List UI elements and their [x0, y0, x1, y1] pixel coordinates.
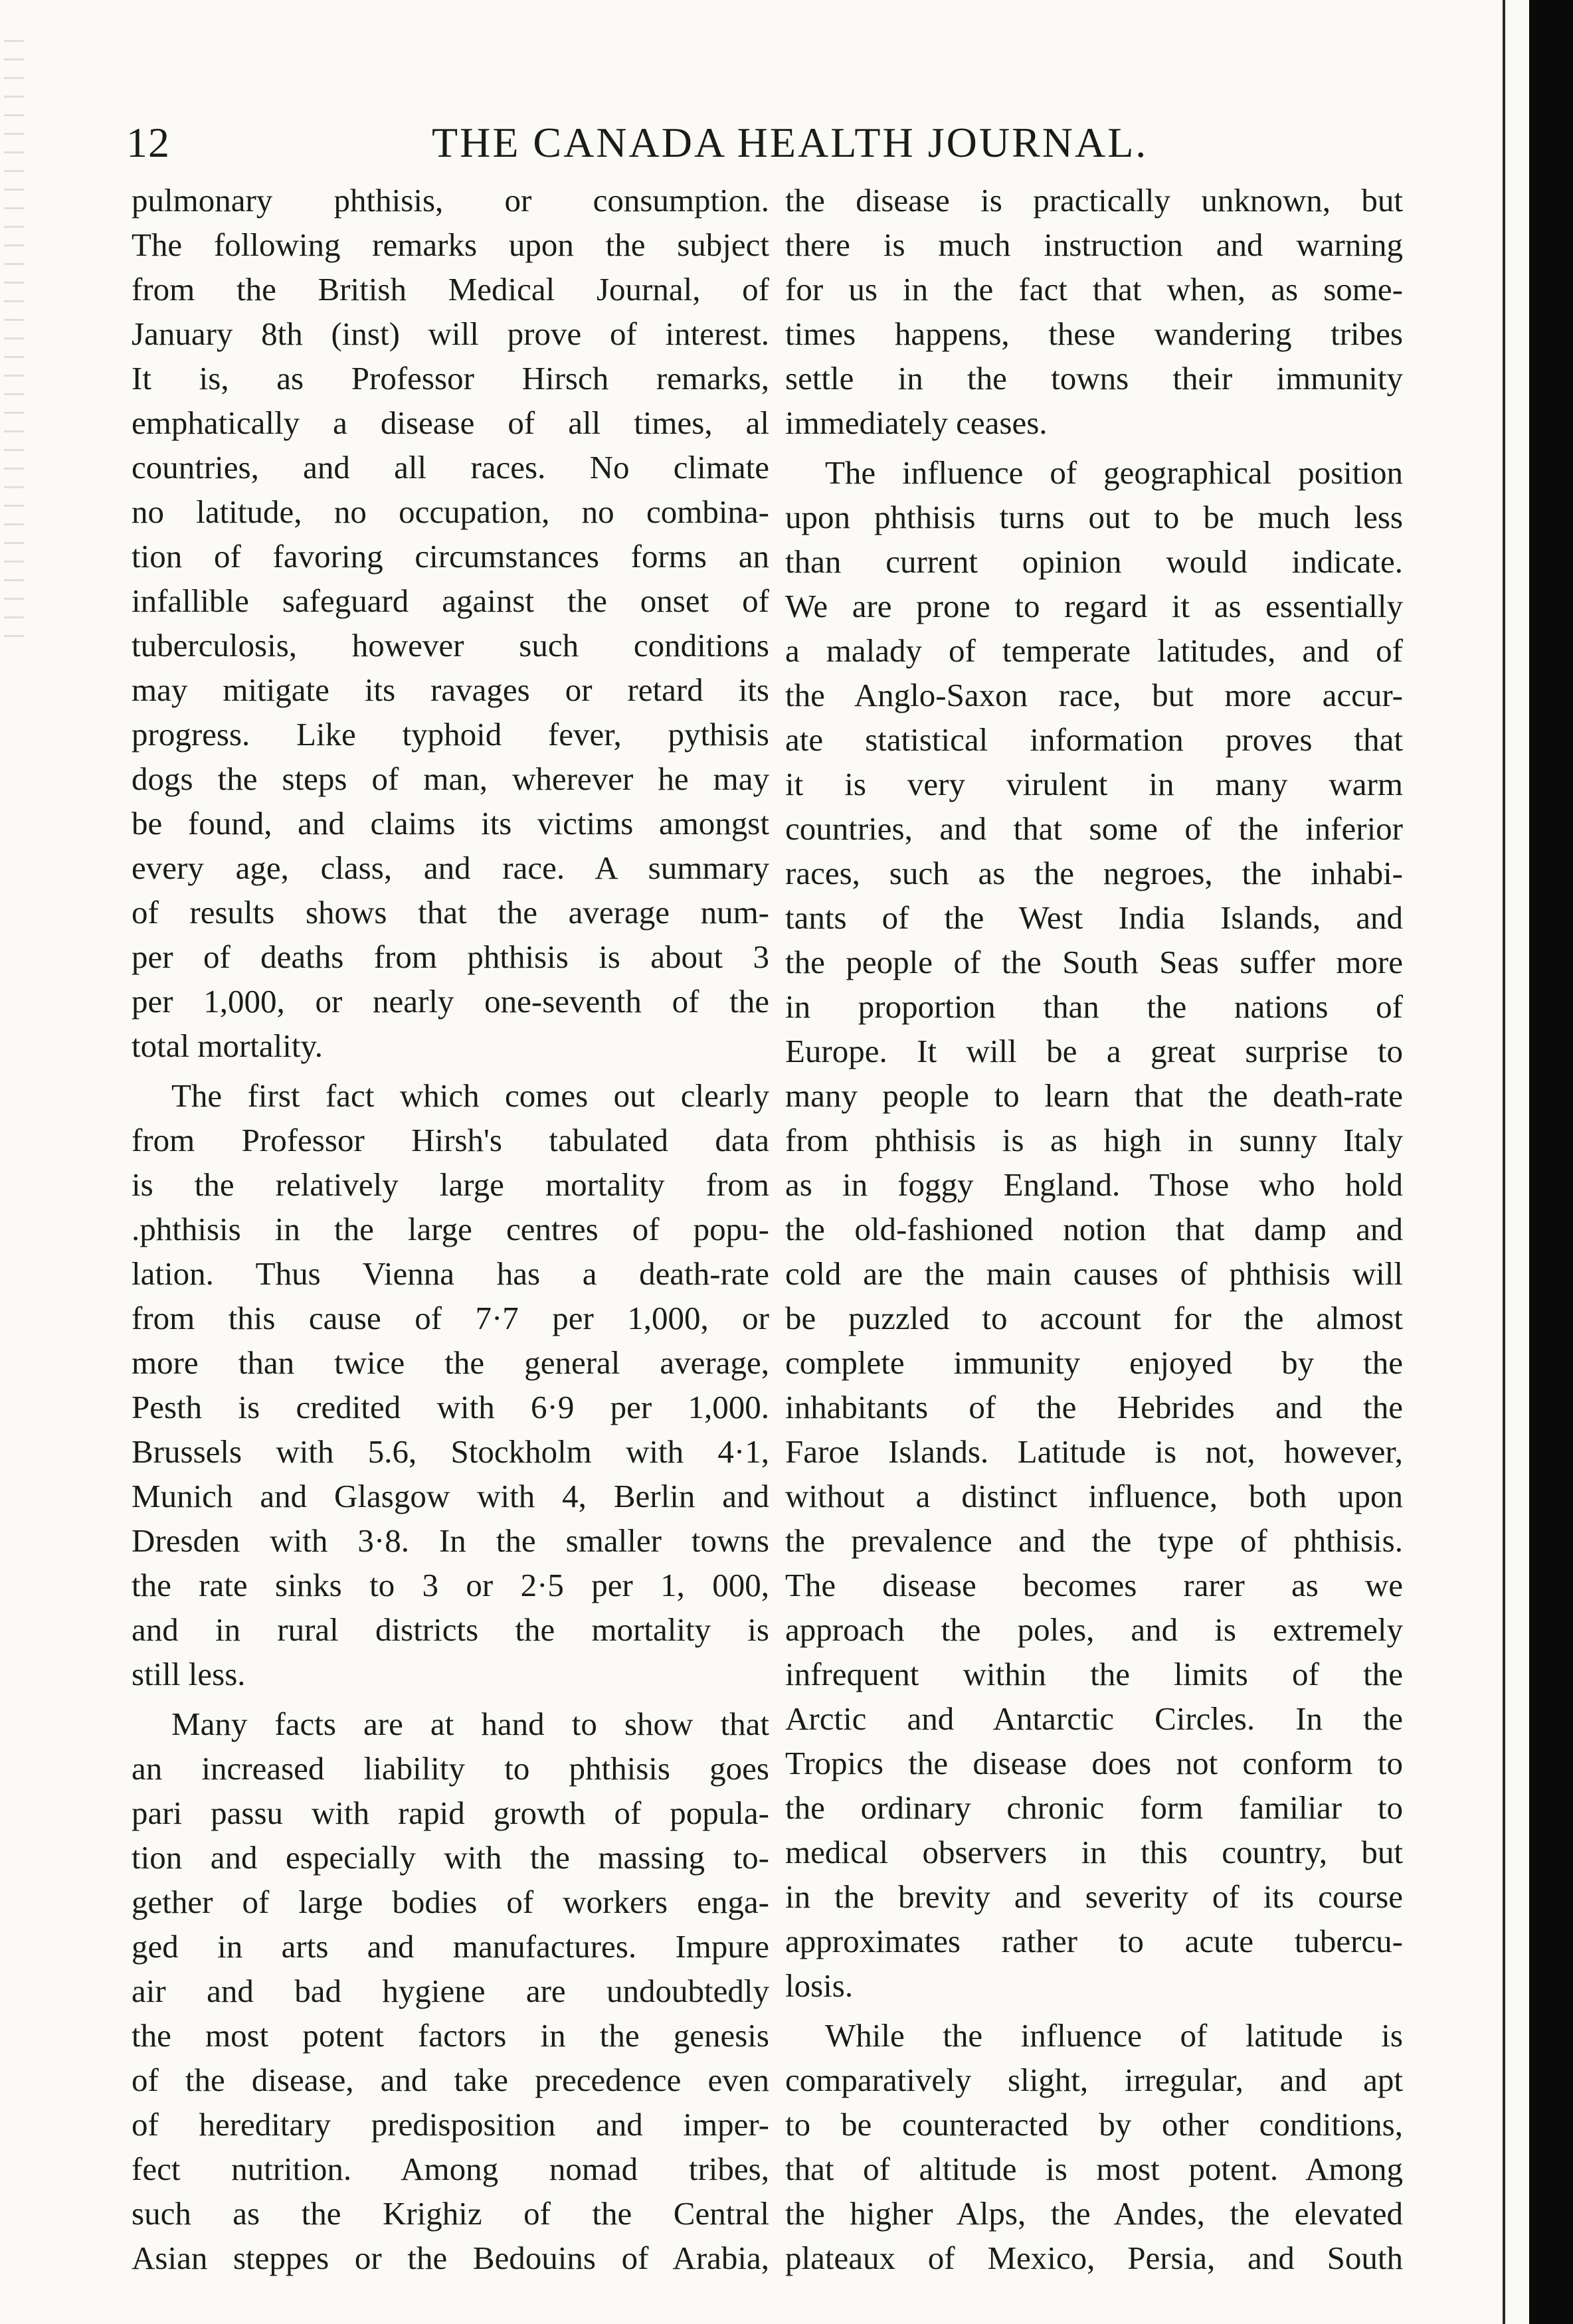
text-line: Asian steppes or the Bedouins of Arabia,	[132, 2240, 769, 2276]
text-line: times happens, these wandering tribes	[785, 315, 1403, 352]
text-line: tuberculosis, however such conditions	[132, 627, 769, 664]
scan-edge-line	[1503, 0, 1505, 2324]
text-line: The disease becomes rarer as we	[785, 1567, 1403, 1603]
text-line: there is much instruction and warning	[785, 226, 1403, 263]
text-line: The influence of geographical position	[825, 454, 1403, 491]
text-line: tants of the West India Islands, and	[785, 899, 1403, 936]
text-line: Brussels with 5.6, Stockholm with 4·1,	[132, 1433, 769, 1470]
text-line: as in foggy England. Those who hold	[785, 1166, 1403, 1203]
text-line: countries, and all races. No climate	[132, 449, 769, 486]
text-line: the ordinary chronic form familiar to	[785, 1789, 1403, 1826]
text-line: .phthisis in the large centres of popu-	[132, 1211, 769, 1247]
text-line: countries, and that some of the inferior	[785, 810, 1403, 847]
text-line: gether of large bodies of workers enga-	[132, 1884, 769, 1920]
text-line: fect nutrition. Among nomad tribes,	[132, 2151, 769, 2187]
text-line: While the influence of latitude is	[825, 2017, 1403, 2054]
text-line: pulmonary phthisis, or consumption.	[132, 182, 769, 219]
text-line: It is, as Professor Hirsch remarks,	[132, 360, 769, 397]
text-line: be puzzled to account for the almost	[785, 1300, 1403, 1336]
text-line: of the disease, and take precedence even	[132, 2062, 769, 2098]
text-line: lation. Thus Vienna has a death-rate	[132, 1255, 769, 1292]
text-line: tion of favoring circumstances forms an	[132, 538, 769, 575]
text-line: ged in arts and manufactures. Impure	[132, 1928, 769, 1965]
text-line: in proportion than the nations of	[785, 988, 1403, 1025]
text-line: per of deaths from phthisis is about 3	[132, 939, 769, 975]
text-line: to be counteracted by other conditions,	[785, 2106, 1403, 2143]
text-line: from this cause of 7·7 per 1,000, or	[132, 1300, 769, 1336]
text-line: such as the Krighiz of the Central	[132, 2195, 769, 2232]
text-line: settle in the towns their immunity	[785, 360, 1403, 397]
scan-edge-bar	[1529, 0, 1573, 2324]
right-column	[785, 178, 1403, 2280]
text-line: plateaux of Mexico, Persia, and South	[785, 2240, 1403, 2276]
text-line: still less.	[132, 1656, 246, 1692]
text-line: more than twice the general average,	[132, 1344, 769, 1381]
text-line: the Anglo-Saxon race, but more accur-	[785, 677, 1403, 713]
text-line: progress. Like typhoid fever, pythisis	[132, 716, 769, 753]
text-line: the people of the South Seas suffer more	[785, 944, 1403, 980]
text-line: an increased liability to phthisis goes	[132, 1750, 769, 1787]
text-line: Dresden with 3·8. In the smaller towns	[132, 1522, 769, 1559]
text-line: the most potent factors in the genesis	[132, 2017, 769, 2054]
text-line: We are prone to regard it as essentially	[785, 588, 1403, 624]
page-header	[126, 106, 1441, 179]
text-line: from the British Medical Journal, of	[132, 271, 769, 308]
text-line: per 1,000, or nearly one-seventh of the	[132, 983, 769, 1020]
text-line: January 8th (inst) will prove of interest.	[132, 315, 769, 352]
text-line: of results shows that the average num-	[132, 894, 769, 931]
text-line: Arctic and Antarctic Circles. In the	[785, 1700, 1403, 1737]
text-line: cold are the main causes of phthisis will	[785, 1255, 1403, 1292]
text-line: a malady of temperate latitudes, and of	[785, 632, 1403, 669]
left-column	[132, 178, 769, 2280]
text-line: Munich and Glasgow with 4, Berlin and	[132, 1478, 769, 1514]
text-line: upon phthisis turns out to be much less	[785, 499, 1403, 535]
text-line: approximates rather to acute tubercu-	[785, 1923, 1403, 1959]
text-line: every age, class, and race. A summary	[132, 849, 769, 886]
text-line: without a distinct influence, both upon	[785, 1478, 1403, 1514]
text-line: dogs the steps of man, wherever he may	[132, 760, 769, 797]
text-line: comparatively slight, irregular, and apt	[785, 2062, 1403, 2098]
text-line: it is very virulent in many warm	[785, 766, 1403, 802]
text-line: emphatically a disease of all times, al	[132, 404, 769, 441]
text-line: The following remarks upon the subject	[132, 226, 769, 263]
text-line: the disease is practically unknown, but	[785, 182, 1403, 219]
text-line: in the brevity and severity of its course	[785, 1878, 1403, 1915]
text-line: infrequent within the limits of the	[785, 1656, 1403, 1692]
text-line: that of altitude is most potent. Among	[785, 2151, 1403, 2187]
text-line: the old-fashioned notion that damp and	[785, 1211, 1403, 1247]
scan-speckle	[4, 40, 24, 638]
text-line: air and bad hygiene are undoubtedly	[132, 1973, 769, 2009]
text-line: inhabitants of the Hebrides and the	[785, 1389, 1403, 1425]
text-line: ate statistical information proves that	[785, 721, 1403, 758]
text-line: than current opinion would indicate.	[785, 543, 1403, 580]
text-line: be found, and claims its victims amongst	[132, 805, 769, 842]
text-line: is the relatively large mortality from	[132, 1166, 769, 1203]
text-line: the prevalence and the type of phthisis.	[785, 1522, 1403, 1559]
text-line: races, such as the negroes, the inhabi-	[785, 855, 1403, 891]
text-line: Europe. It will be a great surprise to	[785, 1033, 1403, 1069]
text-line: tion and especially with the massing to-	[132, 1839, 769, 1876]
text-line: may mitigate its ravages or retard its	[132, 671, 769, 708]
text-line: Pesth is credited with 6·9 per 1,000.	[132, 1389, 769, 1425]
text-line: losis.	[785, 1967, 854, 2004]
text-line: Many facts are at hand to show that	[171, 1706, 769, 1742]
text-line: pari passu with rapid growth of popula-	[132, 1795, 769, 1831]
text-line: Tropics the disease does not conform to	[785, 1745, 1403, 1781]
running-head: THE CANADA HEALTH JOURNAL.	[432, 119, 1149, 166]
text-line: no latitude, no occupation, no combina-	[132, 493, 769, 530]
text-line: many people to learn that the death-rate	[785, 1077, 1403, 1114]
text-line: from Professor Hirsh's tabulated data	[132, 1122, 769, 1158]
text-line: complete immunity enjoyed by the	[785, 1344, 1403, 1381]
text-line: infallible safeguard against the onset of	[132, 582, 769, 619]
text-line: approach the poles, and is extremely	[785, 1611, 1403, 1648]
text-line: from phthisis is as high in sunny Italy	[785, 1122, 1403, 1158]
text-line: and in rural districts the mortality is	[132, 1611, 769, 1648]
text-line: immediately ceases.	[785, 404, 1048, 441]
text-line: the higher Alps, the Andes, the elevated	[785, 2195, 1403, 2232]
text-line: total mortality.	[132, 1028, 324, 1064]
text-line: of hereditary predisposition and imper-	[132, 2106, 769, 2143]
page-number: 12	[126, 119, 170, 166]
text-line: the rate sinks to 3 or 2·5 per 1, 000,	[132, 1567, 769, 1603]
text-line: medical observers in this country, but	[785, 1834, 1403, 1870]
text-line: Faroe Islands. Latitude is not, however,	[785, 1433, 1403, 1470]
text-line: for us in the fact that when, as some-	[785, 271, 1403, 308]
text-line: The first fact which comes out clearly	[171, 1077, 769, 1114]
